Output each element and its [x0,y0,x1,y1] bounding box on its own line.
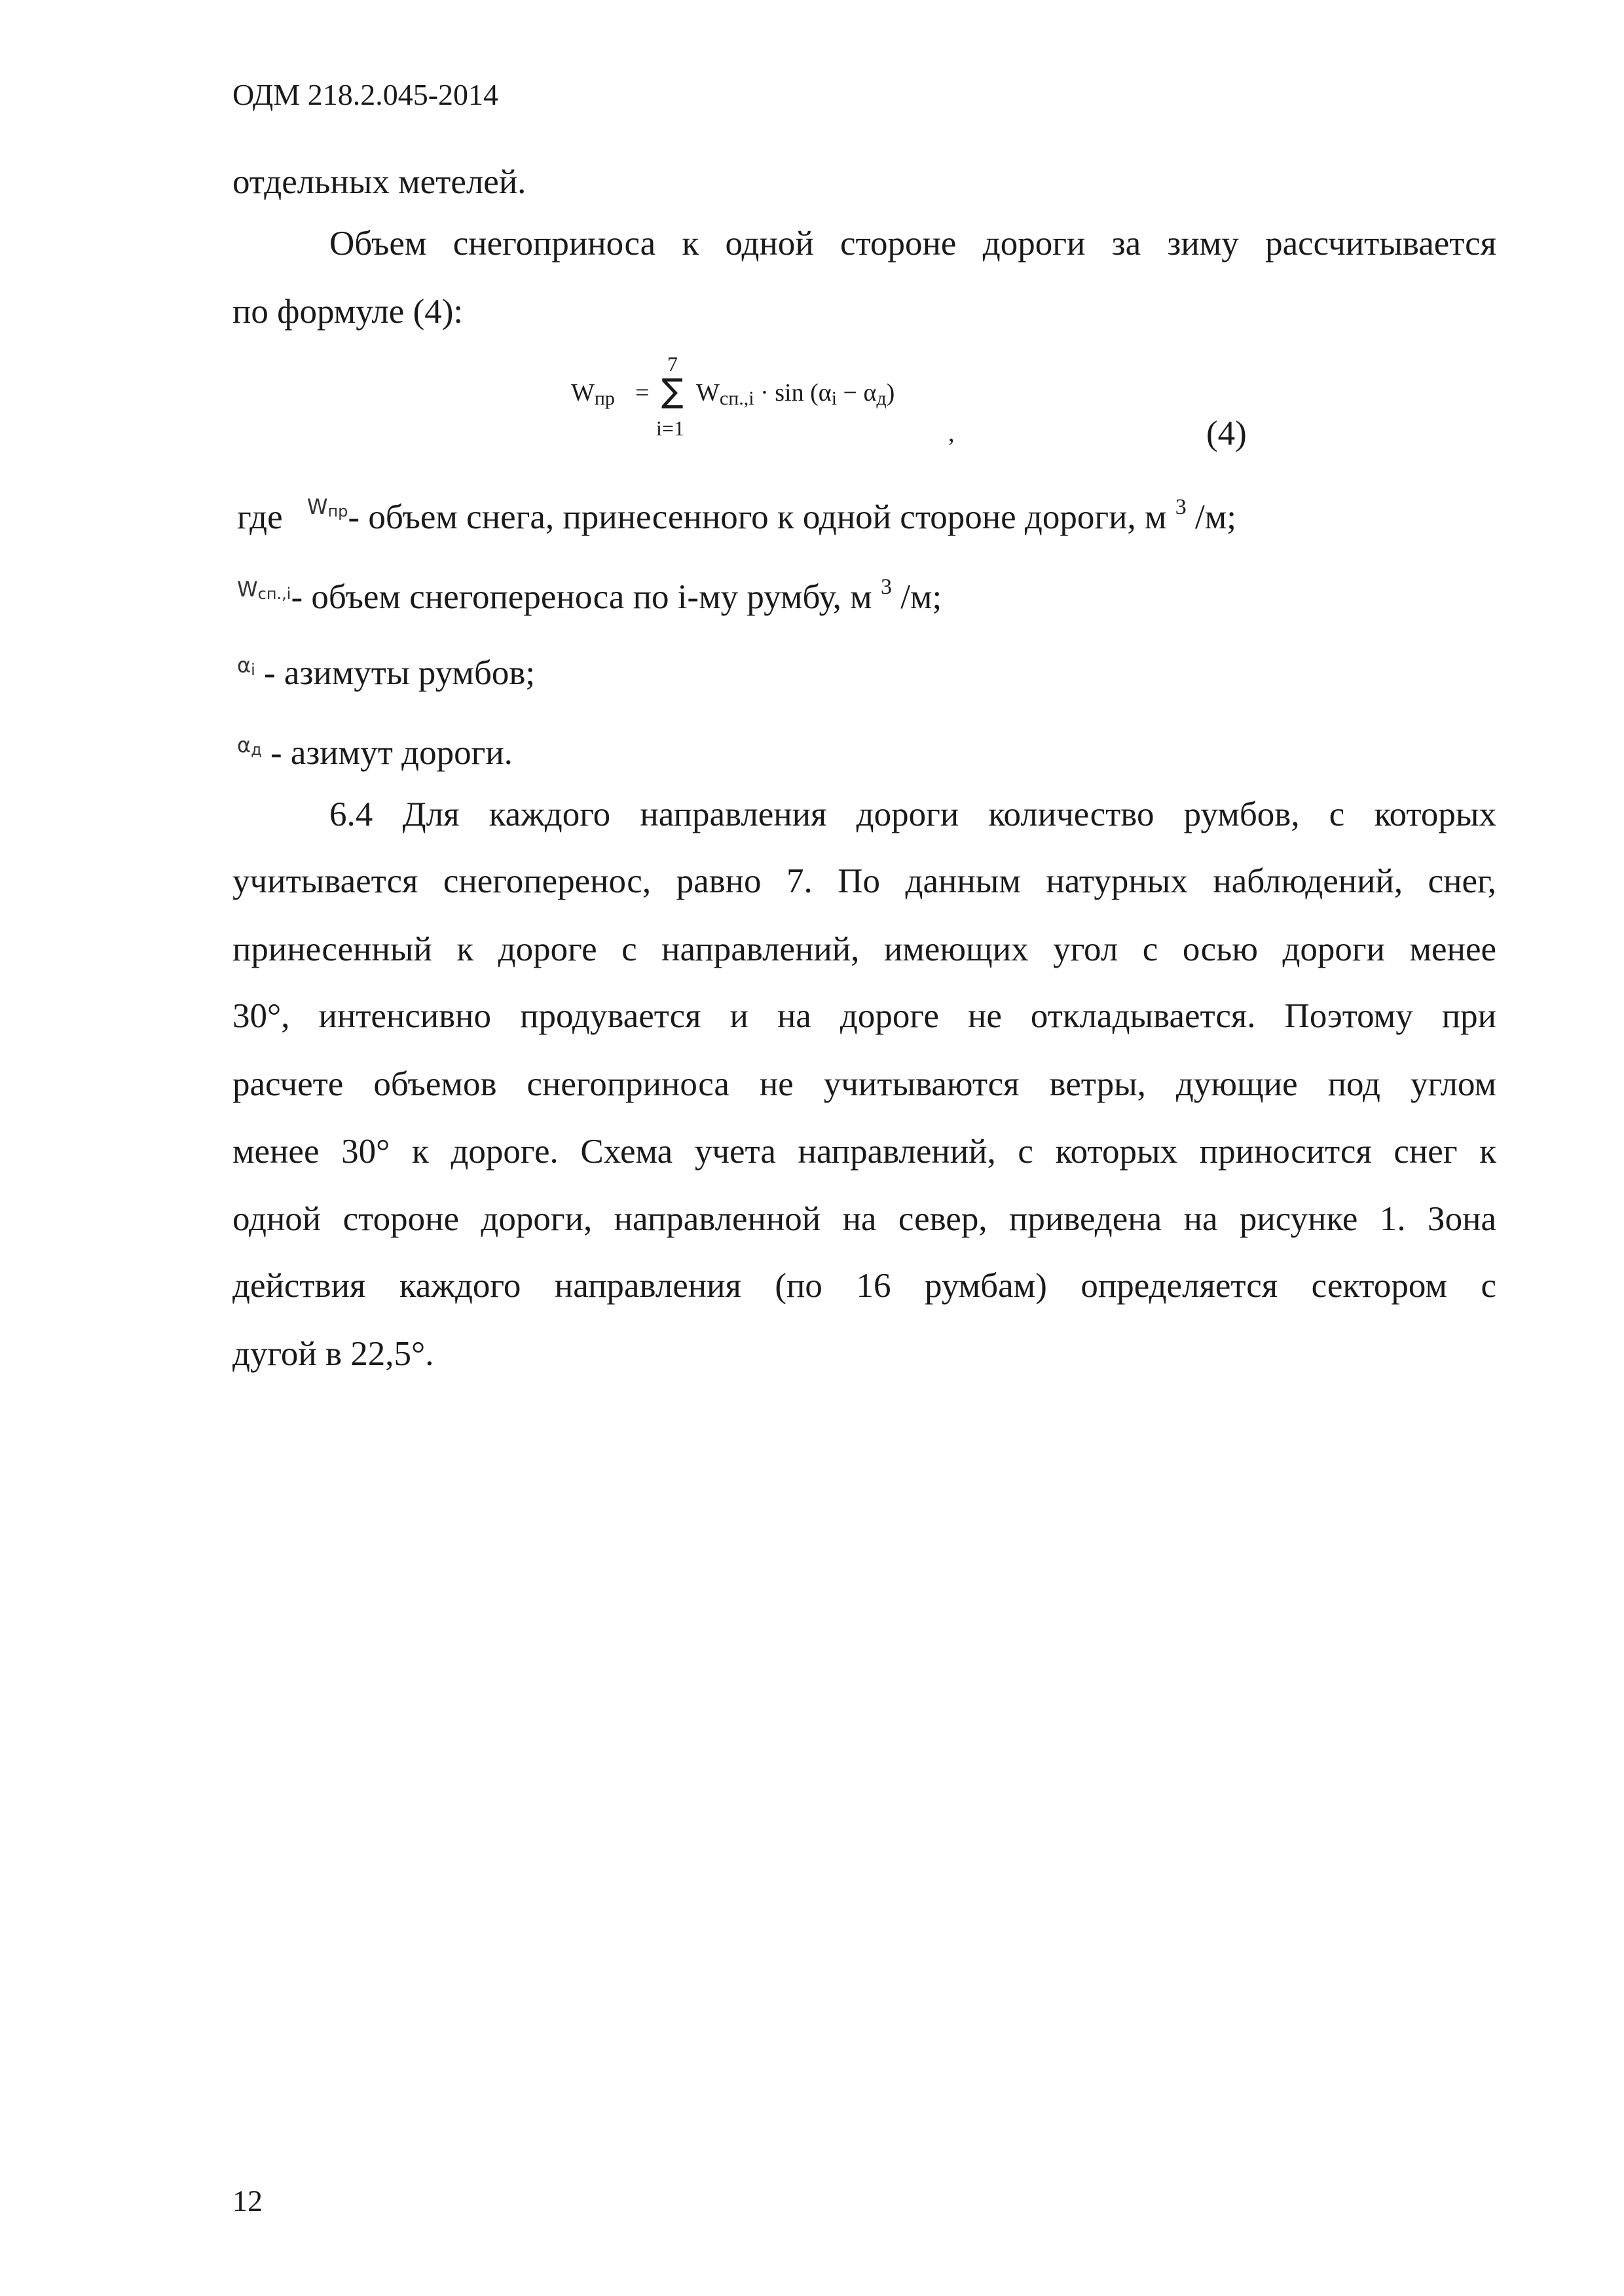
section-6-4-line-9: дугой в 22,5°. [232,1335,434,1373]
definition-w-sp-symbol: Wсп.,i [237,577,291,603]
sum-lower-limit: i=1 [656,416,684,440]
section-6-4-line-1: 6.4 Для каждого направления дороги количество румбов, с которых [329,795,1496,833]
formula-close-paren: ) [886,379,895,407]
section-6-4-line-4: 30°, интенсивно продувается и на дороге не откладывается. Поэтому при [232,997,1496,1035]
formula-intro-line-2: по формуле (4): [232,293,464,331]
page-number: 12 [232,2184,263,2217]
definition-alpha-d-text: - азимут дороги. [270,734,513,772]
section-6-4-line-3: принесенный к дороге с направлений, имеющих угол с осью дороги менее [232,930,1496,968]
formula-term-base: W [696,379,720,407]
formula-comma: , [948,420,955,447]
formula-number: (4) [1206,414,1247,452]
formula-alpha-i-sub: i [831,388,838,409]
formula-term-sub: сп.,i [719,388,754,409]
formula-lhs [571,378,615,410]
formula-intro-line-1: Объем снегоприноса к одной стороне дороги за зиму рассчитывается [329,225,1496,263]
sum-symbol: ∑ [661,372,684,410]
formula-alpha-i: α [818,379,832,407]
definition-w-sp-superscript: 3 [880,575,892,599]
formula-alpha-d-sub: д [876,388,887,409]
definition-w-pr [237,496,1236,535]
definition-alpha-i-symbol: αi [237,653,255,679]
formula-sin: sin [775,379,804,407]
definition-alpha-d [237,735,513,771]
formula-minus: − [843,379,857,407]
definition-alpha-d-symbol: αд [237,733,262,759]
paragraph-continuation: отдельных метелей. [232,163,526,201]
definition-w-pr-unit: /м; [1195,498,1237,536]
definition-w-sp-unit: /м; [900,578,942,616]
formula-open-paren: ( [810,379,819,407]
definition-w-pr-superscript: 3 [1175,495,1187,519]
formula-lhs-base: W [571,379,595,407]
definition-w-pr-text: - объем снега, принесенного к одной стороне дороги, м [348,498,1167,536]
sum-upper-limit: 7 [667,352,678,376]
section-6-4-line-7: одной стороне дороги, направленной на север, приведена на рисунке 1. Зона [232,1200,1496,1238]
section-6-4-line-6: менее 30° к дороге. Схема учета направлений, с которых приносится снег к [232,1133,1496,1171]
formula-alpha-d: α [863,379,877,407]
definition-w-sp [237,576,942,615]
formula-dot: · [760,379,769,407]
definition-prefix: где [237,498,283,536]
definition-w-sp-text: - объем снегопереноса по i-му румбу, м [291,578,872,616]
formula-lhs-sub: пр [594,388,615,409]
definition-alpha-i [237,655,535,691]
section-6-4-line-8: действия каждого направления (по 16 румбам) определяется сектором с [232,1267,1496,1305]
formula-term [696,378,895,410]
section-6-4-line-2: учитывается снегоперенос, равно 7. По данным натурных наблюдений, снег, [232,862,1496,900]
section-6-4-line-5: расчете объемов снегоприноса не учитываются ветры, дующие под углом [232,1065,1496,1103]
formula-equals: = [635,379,650,407]
document-code-header: ОДМ 218.2.045-2014 [232,78,499,111]
definition-w-pr-symbol: Wпр [306,494,348,520]
definition-alpha-i-text: - азимуты румбов; [264,654,536,692]
